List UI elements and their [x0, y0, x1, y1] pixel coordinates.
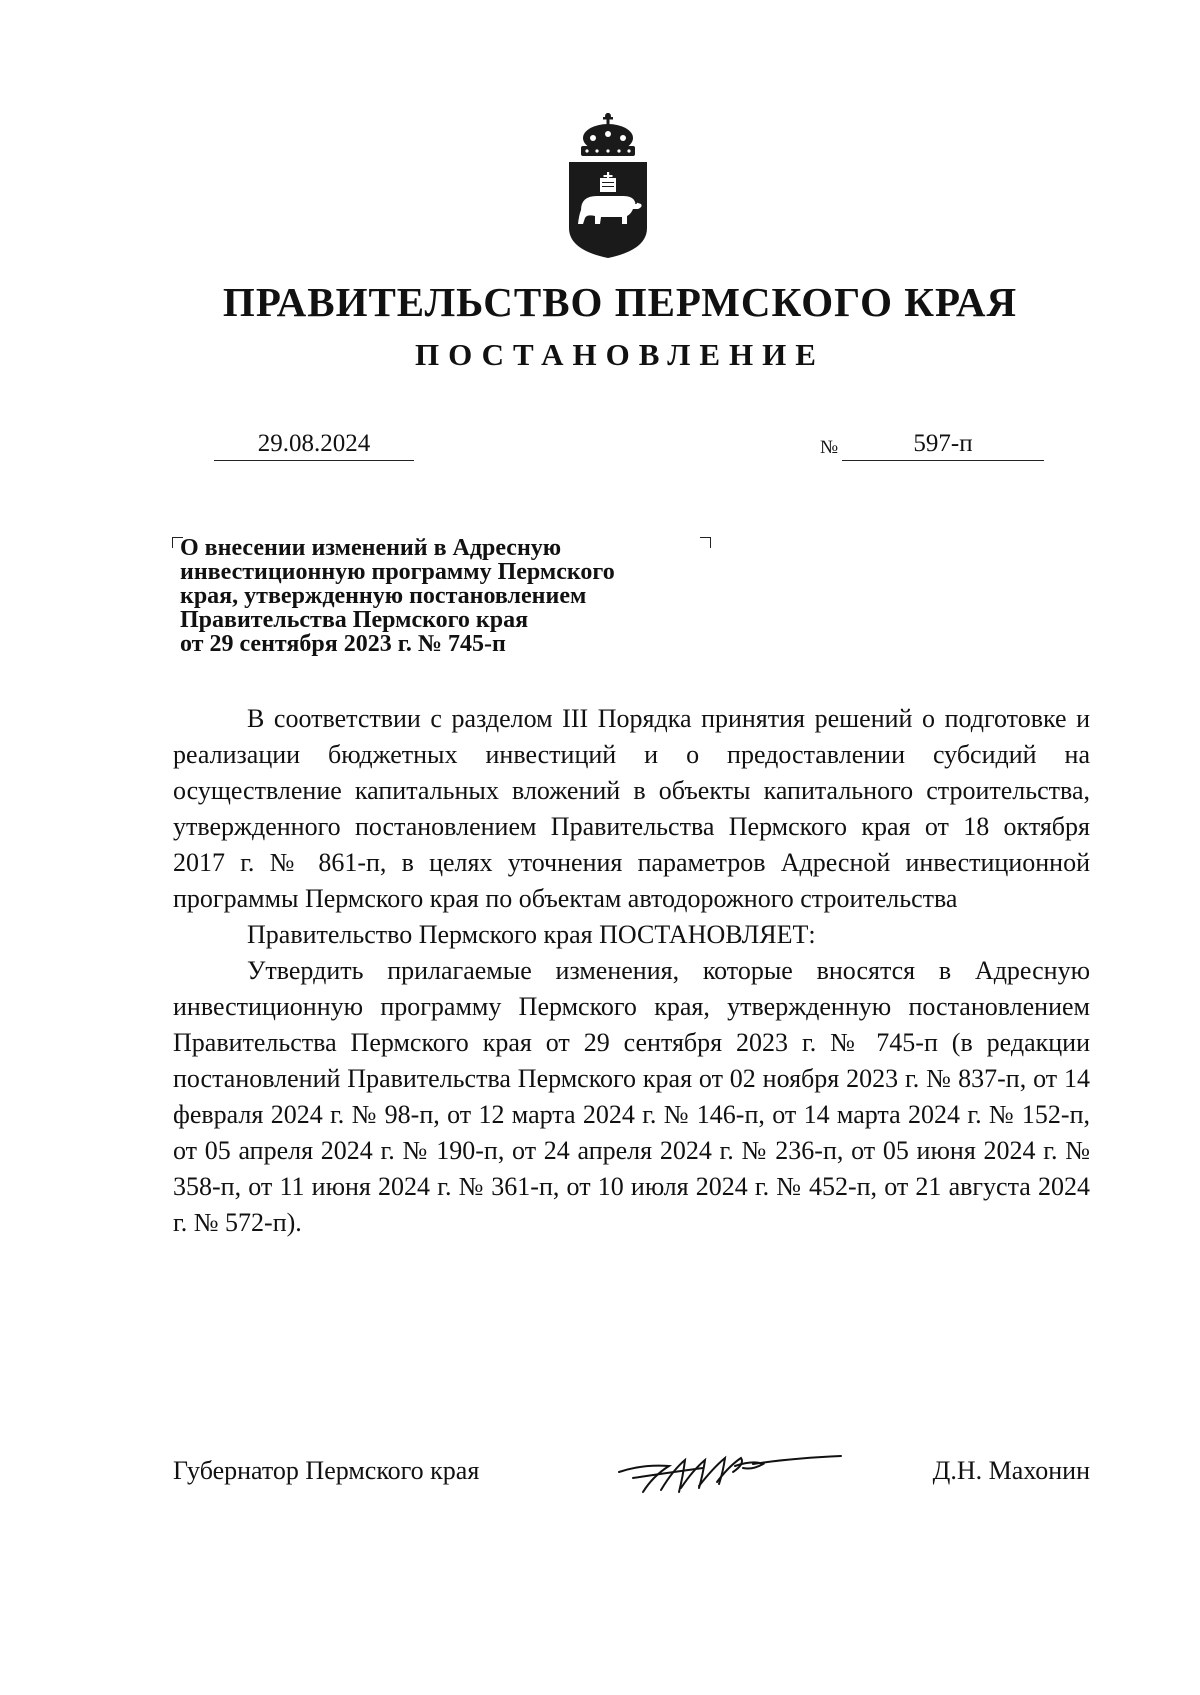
subject-line: от 29 сентября 2023 г. № 745-п: [180, 631, 506, 657]
signatory-name: Д.Н. Махонин: [932, 1456, 1090, 1485]
perm-krai-coat-of-arms-icon: [563, 110, 653, 260]
document-date: 29.08.2024: [214, 427, 414, 461]
document-body: [173, 701, 1090, 1241]
document-subject: [180, 536, 720, 656]
document-number-field: [820, 427, 1044, 463]
subject-line: Правительства Пермского края: [180, 607, 529, 633]
body-paragraph-resolution: Правительство Пермского края ПОСТАНОВЛЯЕТ:: [247, 920, 816, 949]
body-paragraph-preamble: В соответствии с разделом III Порядка принятия решений о подготовке и реализации бюджетных инвестиций и о предоставлении субсидий на осуществление капитальных вложений в объекты капитального строительства, утвержденного постановлением Правительства Пермского края от 18 октября 2017 г. № 861-п, в целях уточнения параметров Адресной инвестиционной программы Пермского края по объектам автодорожного строительства: [173, 704, 1090, 913]
organization-title: ПРАВИТЕЛЬСТВО ПЕРМСКОГО КРАЯ: [222, 279, 1018, 325]
signature-block: [173, 1450, 1090, 1510]
subject-line: края, утвержденную постановлением: [180, 583, 587, 609]
subject-line: инвестиционную программу Пермского: [180, 559, 615, 585]
document-type: ПОСТАНОВЛЕНИЕ: [415, 337, 825, 372]
signatory-position: Губернатор Пермского края: [173, 1456, 480, 1485]
document-number: 597-п: [842, 427, 1044, 461]
number-sign: №: [820, 437, 839, 458]
body-paragraph-decision: Утвердить прилагаемые изменения, которые вносятся в Адресную инвестиционную программу Пермского края, утвержденную постановлением Правительства Пермского края от 29 сентября 2023 г. № 745-п (в редакции постановлений Правительства Пермского края от 02 ноября 2023 г. № 837-п, от 14 февраля 2024 г. № 98-п, от 12 марта 2024 г. № 146-п, от 14 марта 2024 г. № 152-п, от 05 апреля 2024 г. № 190-п, от 24 апреля 2024 г. № 236-п, от 05 июня 2024 г. № 358-п, от 11 июня 2024 г. № 361-п, от 10 июля 2024 г. № 452-п, от 21 августа 2024 г. № 572-п).: [173, 956, 1090, 1237]
subject-line: О внесении изменений в Адресную: [180, 535, 562, 561]
handwritten-signature-icon: [613, 1442, 843, 1502]
